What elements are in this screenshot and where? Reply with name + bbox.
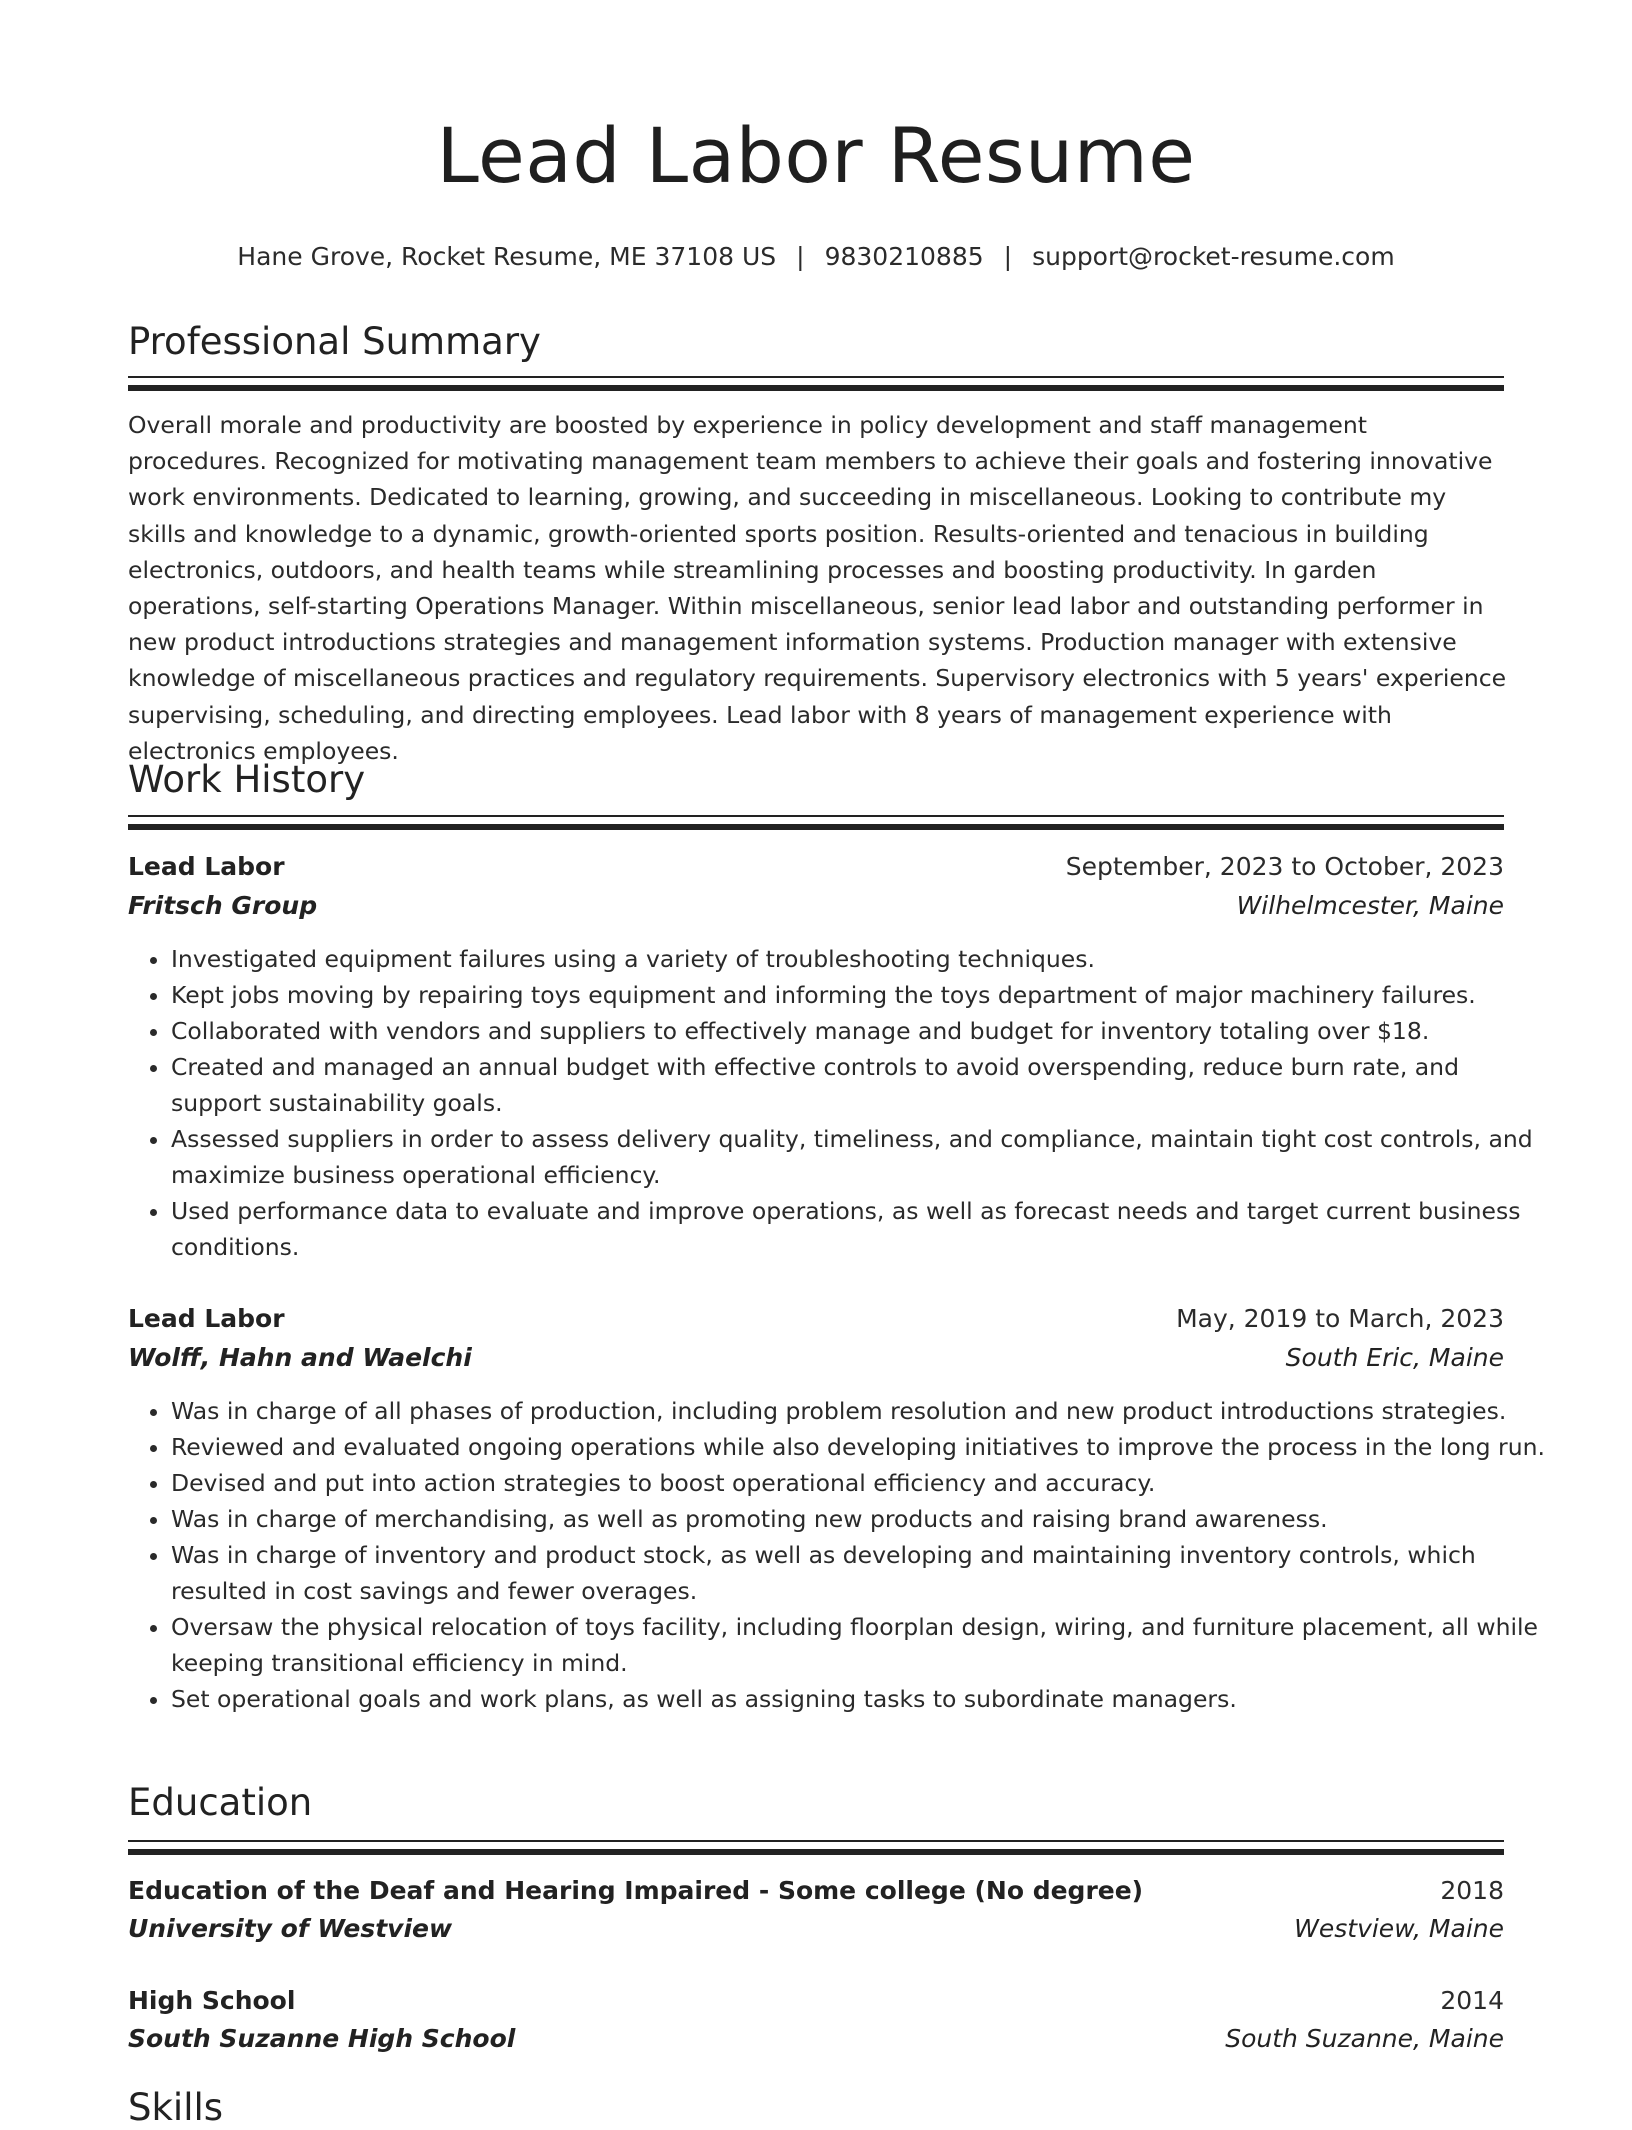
section-divider (128, 815, 1504, 830)
section-title-skills: Skills (128, 2086, 224, 2129)
contact-separator: | (796, 242, 805, 271)
job-location: South Eric, Maine (1285, 1343, 1504, 1372)
education-school: South Suzanne High School (128, 2024, 516, 2053)
section-divider (128, 376, 1504, 391)
list-item: • Created and managed an annual budget with effective controls to avoid overspending, reduce burn rate, and support sustainability goals. (171, 1049, 1551, 1121)
education-degree: High School (128, 1986, 296, 2015)
contact-separator: | (1003, 242, 1013, 271)
job-dates: May, 2019 to March, 2023 (1176, 1304, 1504, 1333)
list-item: • Was in charge of all phases of production, including problem resolution and new product introductions strategies. (171, 1393, 1551, 1429)
job-dates: September, 2023 to October, 2023 (1065, 852, 1504, 881)
list-item: • Assessed suppliers in order to assess delivery quality, timeliness, and compliance, maintain tight cost controls, and maximize business operational efficiency. (171, 1121, 1551, 1193)
job-company: Wolff, Hahn and Waelchi (128, 1343, 472, 1372)
job-duties-list (128, 941, 1551, 1265)
resume-title: Lead Labor Resume (436, 111, 1196, 200)
list-item: • Reviewed and evaluated ongoing operations while also developing initiatives to improve the process in the long run. (171, 1429, 1551, 1465)
contact-address: Hane Grove, Rocket Resume, ME 37108 US (237, 242, 777, 271)
list-item: • Investigated equipment failures using a variety of troubleshooting techniques. (171, 941, 1551, 977)
contact-email[interactable]: support@rocket-resume.com (1032, 242, 1395, 271)
contact-phone: 9830210885 (824, 242, 984, 271)
list-item: • Kept jobs moving by repairing toys equipment and informing the toys department of major machinery failures. (171, 977, 1551, 1013)
education-year: 2018 (1440, 1876, 1504, 1905)
list-item: • Set operational goals and work plans, as well as assigning tasks to subordinate managers. (171, 1681, 1551, 1717)
job-role: Lead Labor (128, 852, 285, 881)
section-divider (128, 1840, 1504, 1855)
list-item: • Devised and put into action strategies to boost operational efficiency and accuracy. (171, 1465, 1551, 1501)
job-company: Fritsch Group (128, 891, 318, 920)
list-item: • Oversaw the physical relocation of toys facility, including floorplan design, wiring, and furniture placement, all while keeping transitional efficiency in mind. (171, 1609, 1551, 1681)
job-location: Wilhelmcester, Maine (1236, 891, 1504, 920)
list-item: • Was in charge of merchandising, as well as promoting new products and raising brand awareness. (171, 1501, 1551, 1537)
education-location: South Suzanne, Maine (1225, 2024, 1504, 2053)
education-school: University of Westview (128, 1914, 453, 1943)
list-item: • Was in charge of inventory and product stock, as well as developing and maintaining inventory controls, which resulted in cost savings and fewer overages. (171, 1537, 1551, 1609)
education-degree: Education of the Deaf and Hearing Impaired - Some college (No degree) (128, 1876, 1144, 1905)
job-role: Lead Labor (128, 1304, 285, 1333)
section-title-education: Education (128, 1781, 313, 1824)
list-item: • Collaborated with vendors and suppliers to effectively manage and budget for inventory totaling over $18. (171, 1013, 1551, 1049)
section-title-summary: Professional Summary (128, 320, 541, 363)
education-year: 2014 (1440, 1986, 1504, 2015)
section-title-work-history: Work History (128, 758, 366, 801)
education-location: Westview, Maine (1294, 1914, 1504, 1943)
summary-text: Overall morale and productivity are boosted by experience in policy development and staff management procedures. Recognized for motivating management team members to achieve their goals and fostering innovative work environments. Dedicated to learning, growing, and succeeding in miscellaneous. Looking to contribute my skills and knowledge to a dynamic, growth-oriented sports position. Results-oriented and tenacious in building electronics, outdoors, and health teams while streamlining processes and boosting productivity. In garden operations, self-starting Operations Manager. Within miscellaneous, senior lead labor and outstanding performer in new product introductions strategies and management information systems. Production manager with extensive knowledge of miscellaneous practices and regulatory requirements. Supervisory electronics with 5 years' experience supervising, scheduling, and directing employees. Lead labor with 8 years of management experience with electronics employees. (128, 411, 1507, 765)
job-duties-list (128, 1393, 1551, 1717)
list-item: • Used performance data to evaluate and improve operations, as well as forecast needs and target current business conditions. (171, 1193, 1551, 1265)
contact-line (0, 242, 1632, 272)
